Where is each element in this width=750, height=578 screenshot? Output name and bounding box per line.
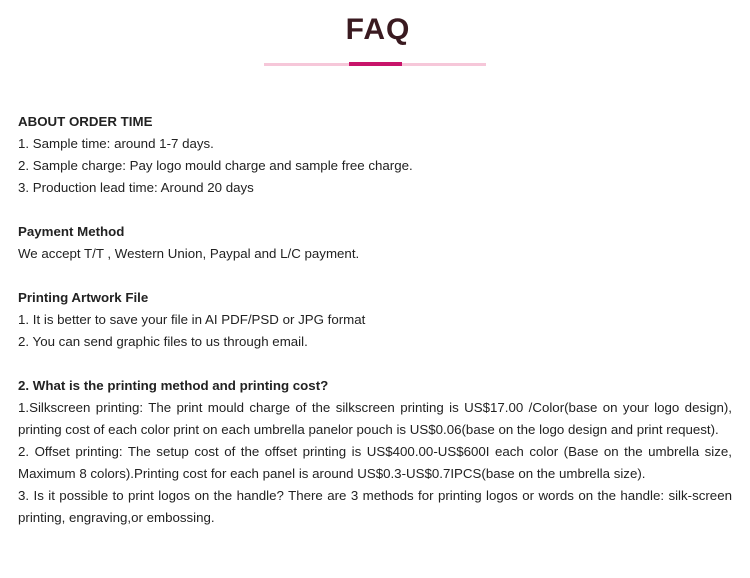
section-paragraph: 2. Offset printing: The setup cost of the offset printing is US$400.00-US$600I each color (Base on the umbrella size, Maximum 8 colors).Printing cost for each panel is around US$0.3-US$0.7IPCS(base on the umbrella size). <box>18 444 732 481</box>
faq-header <box>0 0 750 90</box>
section-paragraph: 1.Silkscreen printing: The print mould charge of the silkscreen printing is US$17.00 /Color(base on your logo design), printing cost of each color print on each umbrella panelor pouch is US$0.06(base on the logo design and print request). <box>18 400 732 437</box>
section-heading: ABOUT ORDER TIME <box>18 114 153 129</box>
section-heading: 2. What is the printing method and printing cost? <box>18 378 329 393</box>
section-paragraph: 3. Is it possible to print logos on the handle? There are 3 methods for printing logos or words on the handle: silk-screen printing, engraving,or embossing. <box>18 488 732 525</box>
divider-accent <box>349 62 402 66</box>
page-title: FAQ <box>345 13 411 46</box>
section-line: We accept T/T , Western Union, Paypal and L/C payment. <box>18 246 360 261</box>
section-heading: Printing Artwork File <box>18 290 149 305</box>
section-printing-method <box>18 375 732 529</box>
faq-content <box>18 111 732 529</box>
section-line: 1. It is better to save your file in AI PDF/PSD or JPG format <box>18 312 366 327</box>
section-line: 2. You can send graphic files to us through email. <box>18 334 308 349</box>
section-printing-artwork <box>18 287 732 353</box>
title-divider <box>264 62 486 66</box>
section-order-time <box>18 111 732 199</box>
section-line: 1. Sample time: around 1-7 days. <box>18 136 214 151</box>
section-heading: Payment Method <box>18 224 125 239</box>
section-line: 2. Sample charge: Pay logo mould charge and sample free charge. <box>18 158 413 173</box>
section-line: 3. Production lead time: Around 20 days <box>18 180 254 195</box>
section-payment-method <box>18 221 732 265</box>
